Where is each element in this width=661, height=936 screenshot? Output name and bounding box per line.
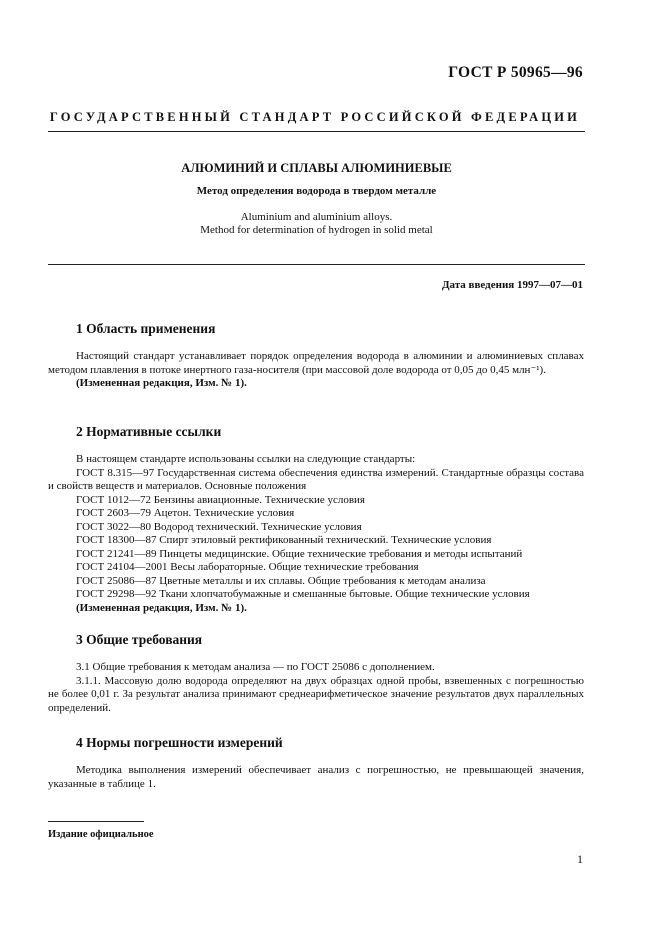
reference-item: ГОСТ 29298—92 Ткани хлопчатобумажные и смешанные бытовые. Общие технические условия [76,588,530,600]
official-edition-label: Издание официальное [48,829,154,840]
section-2-heading: 2 Нормативные ссылки [76,424,222,439]
section-4-heading: 4 Нормы погрешности измерений [76,735,283,750]
section-2-body [48,453,584,615]
document-code: ГОСТ Р 50965—96 [448,64,583,81]
section-2-intro: В настоящем стандарте использованы ссылки на следующие стандарты: [76,453,416,465]
reference-item: ГОСТ 18300—87 Спирт этиловый ректификованный технический. Технические условия [76,534,492,546]
section-1-text: Настоящий стандарт устанавливает порядок определения водорода в алюминии и алюминиевых сплавах методом плавления в потоке инертного газа-носителя (при массовой доле водорода от 0,05 до 0,45 млн⁻¹). [48,350,584,376]
section-1-body [48,350,584,391]
section-4-body [48,764,584,791]
introduction-date: Дата введения 1997—07—01 [441,279,583,291]
footer-divider [48,821,144,822]
reference-item: ГОСТ 25086—87 Цветные металлы и их сплавы. Общие требования к методам анализа [76,574,486,587]
reference-item: ГОСТ 21241—89 Пинцеты медицинские. Общие технические требования и методы испытаний [76,547,523,560]
section-1-heading: 1 Область применения [76,321,216,336]
reference-item: ГОСТ 2603—79 Ацетон. Технические условия [76,507,295,519]
section-1-amendment: (Измененная редакция, Изм. № 1). [76,377,247,389]
english-title [48,211,585,237]
header-divider [48,131,585,132]
title-divider [48,264,585,265]
page-number: 1 [577,852,583,866]
reference-item: ГОСТ 1012—72 Бензины авиационные. Технические условия [76,493,365,506]
document-subtitle: Метод определения водорода в твердом металле [196,185,437,197]
reference-item: ГОСТ 3022—80 Водород технический. Технические условия [76,520,362,533]
section-2-amendment: (Измененная редакция, Изм. № 1). [76,601,247,614]
section-4-text: Методика выполнения измерений обеспечивает анализ с погрешностью, не превышающей значения, указанные в таблице 1. [48,764,584,790]
document-title: АЛЮМИНИЙ И СПЛАВЫ АЛЮМИНИЕВЫЕ [181,161,452,175]
english-title-line-1: Aluminium and aluminium alloys. [240,211,393,223]
reference-item: ГОСТ 8.315—97 Государственная система обеспечения единства измерений. Стандартные образцы состава и свойств веществ и материалов. Основные положения [48,466,584,492]
section-3-paragraph-1: 3.1 Общие требования к методам анализа — по ГОСТ 25086 с дополнением. [76,661,435,673]
state-standard-banner: ГОСУДАРСТВЕННЫЙ СТАНДАРТ РОССИЙСКОЙ ФЕДЕРАЦИИ [49,110,581,124]
section-3-paragraph-2: 3.1.1. Массовую долю водорода определяют на двух образцах одной пробы, взвешенных с погрешностью не более 0,01 г. За результат анализа принимают среднеарифметическое значение результатов двух параллельных определений. [48,674,584,714]
section-3-body [48,661,584,715]
section-3-heading: 3 Общие требования [76,632,203,647]
english-title-line-2: Method for determination of hydrogen in solid metal [200,224,433,236]
reference-item: ГОСТ 24104—2001 Весы лабораторные. Общие технические требования [76,561,419,573]
